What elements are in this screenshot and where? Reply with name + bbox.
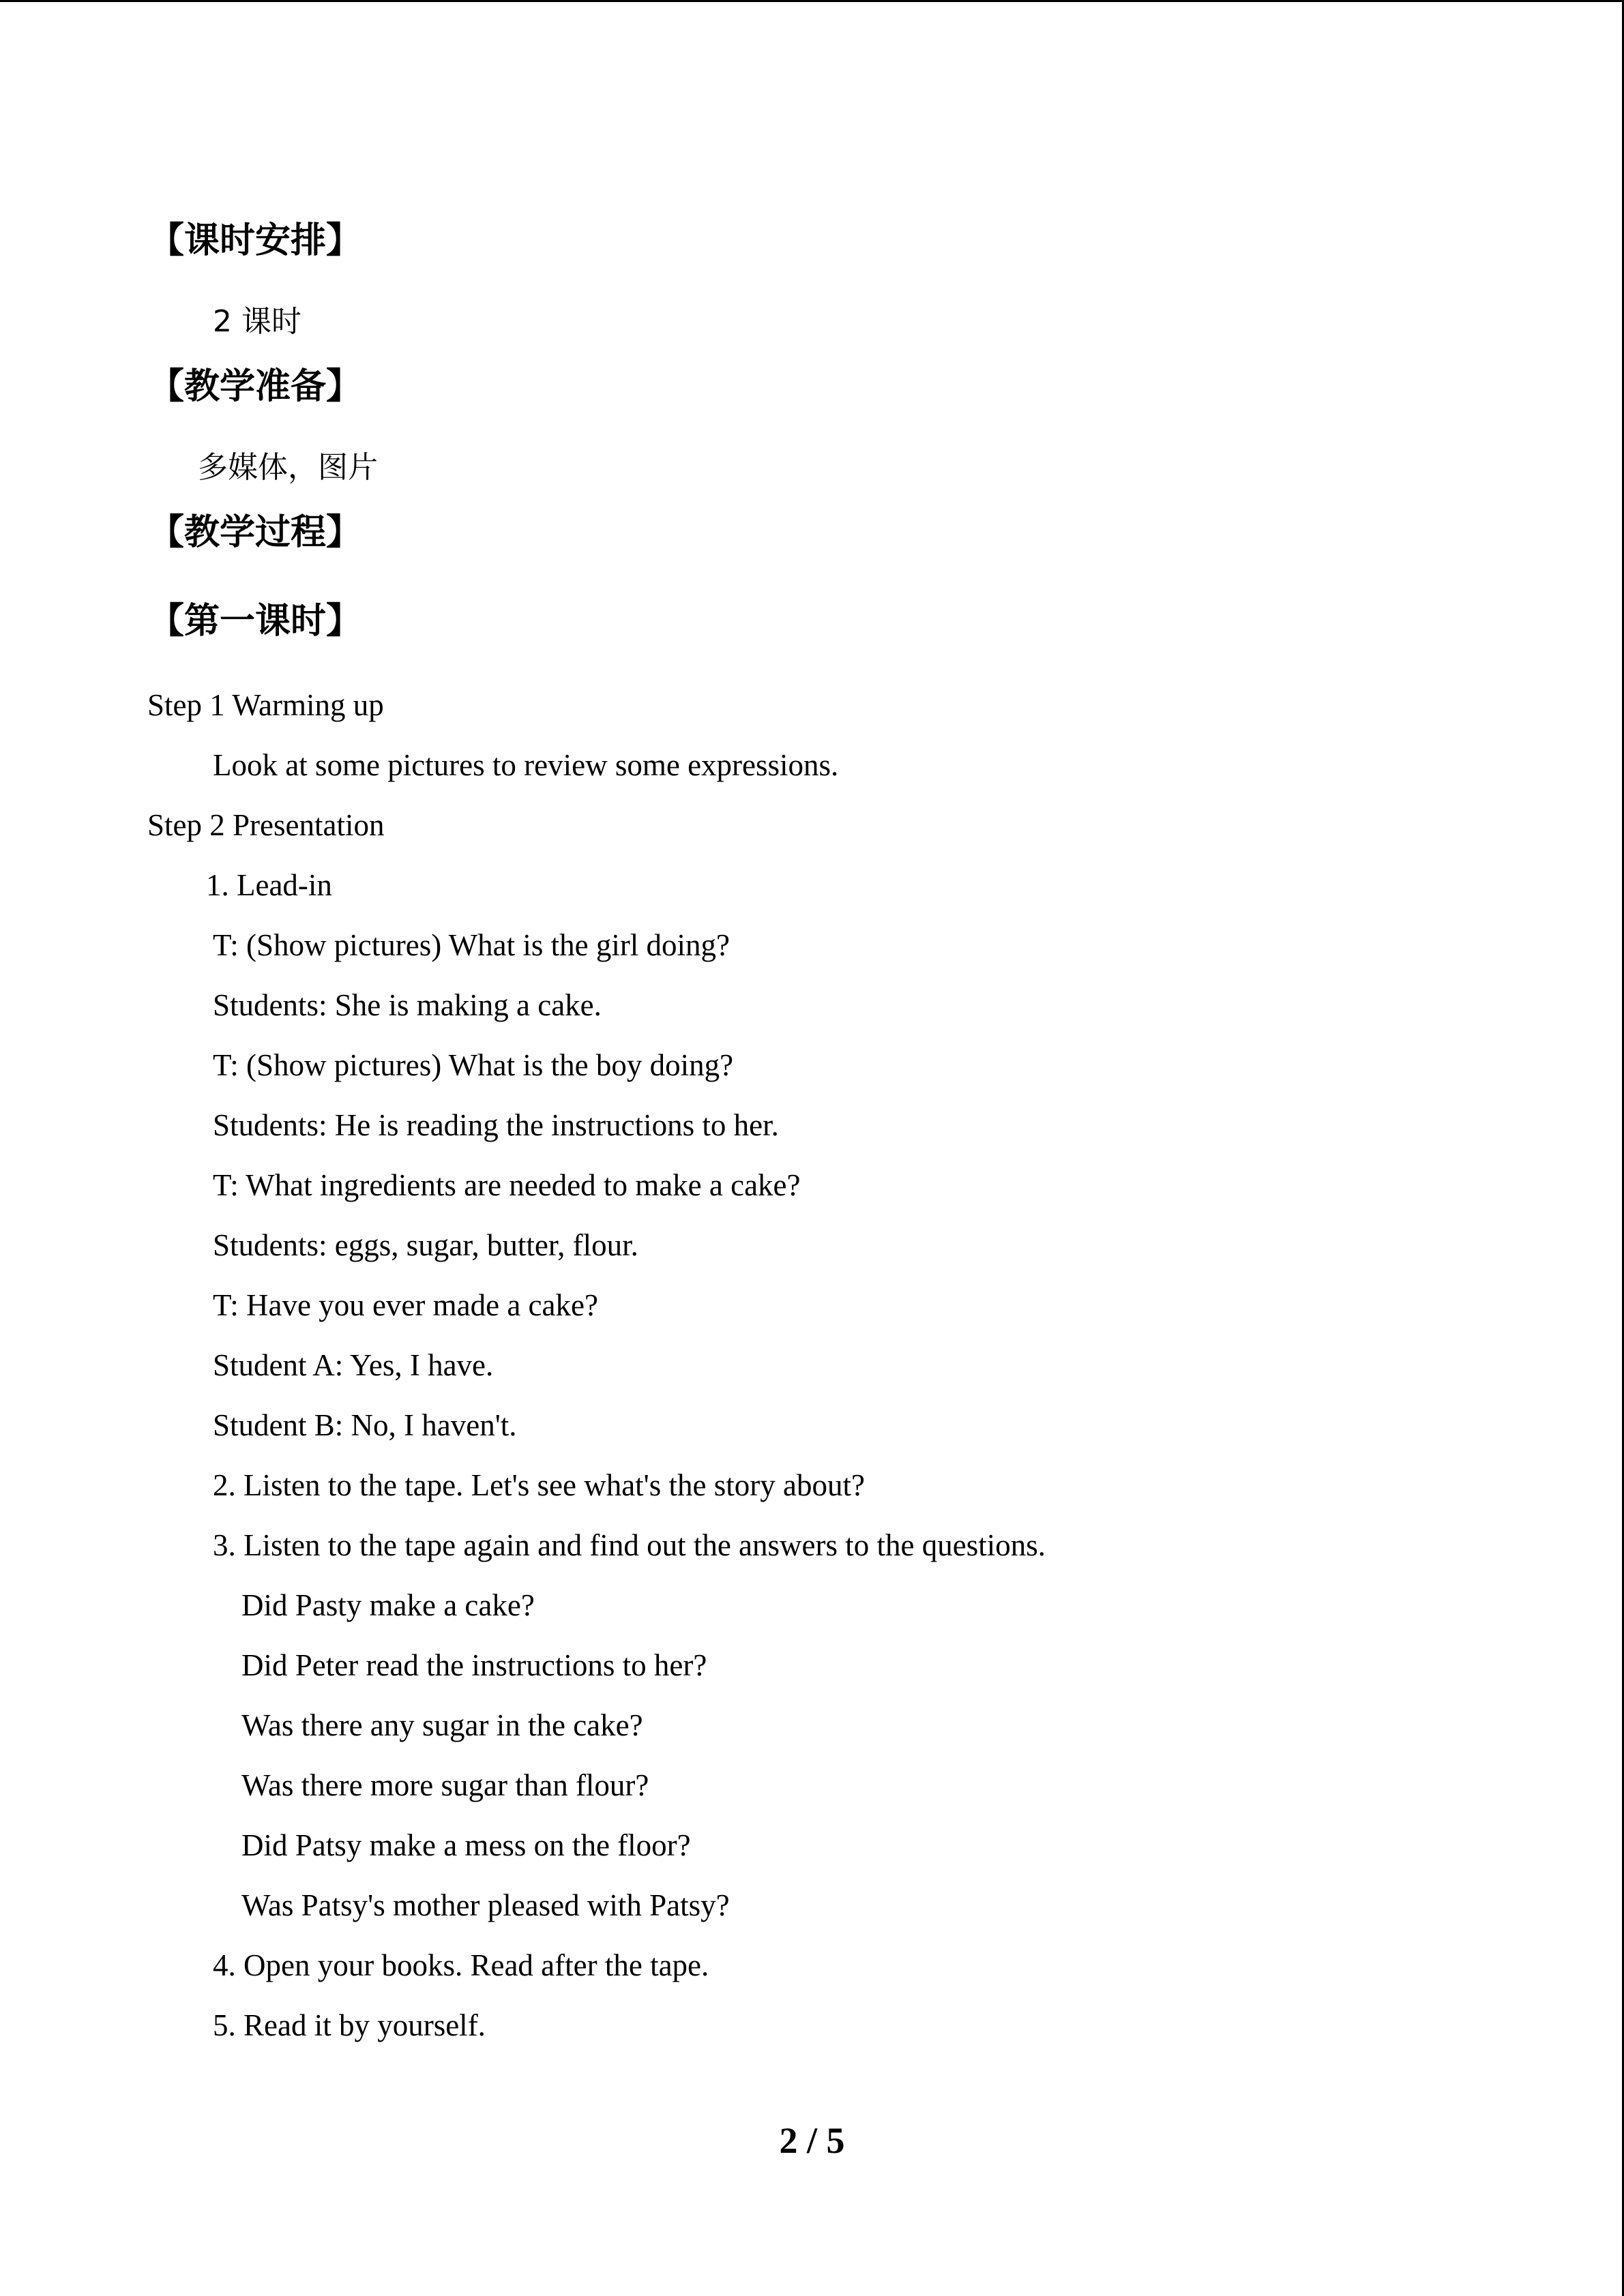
step2-title: Step 2 Presentation — [147, 808, 385, 842]
schedule-heading: 【课时安排】 — [149, 220, 362, 261]
question-line: Was Patsy's mother pleased with Patsy? — [241, 1888, 730, 1922]
dialogue-line: T: (Show pictures) What is the boy doing? — [213, 1048, 734, 1082]
prep-heading: 【教学准备】 — [149, 366, 362, 407]
step1-text: Look at some pictures to review some expressions. — [213, 748, 839, 782]
list-item: 2. Listen to the tape. Let's see what's the story about? — [213, 1468, 865, 1502]
leadin-item: 1. Lead-in — [206, 868, 332, 902]
schedule-text: 2 课时 — [213, 304, 301, 339]
question-line: Was there any sugar in the cake? — [241, 1708, 643, 1742]
question-line: Did Peter read the instructions to her? — [241, 1648, 707, 1682]
page-number: 2 / 5 — [779, 2120, 845, 2161]
lesson1-heading: 【第一课时】 — [149, 601, 362, 642]
dialogue-line: Students: He is reading the instructions to her. — [213, 1108, 779, 1142]
list-item: 4. Open your books. Read after the tape. — [213, 1948, 709, 1982]
dialogue-line: T: (Show pictures) What is the girl doing? — [213, 928, 730, 962]
list-item: 5. Read it by yourself. — [213, 2008, 486, 2042]
dialogue-line: T: What ingredients are needed to make a cake? — [213, 1168, 801, 1202]
dialogue-line: Students: She is making a cake. — [213, 988, 602, 1022]
dialogue-line: Students: eggs, sugar, butter, flour. — [213, 1228, 638, 1262]
step1-title: Step 1 Warming up — [147, 688, 384, 722]
process-heading: 【教学过程】 — [149, 512, 362, 553]
dialogue-line: T: Have you ever made a cake? — [213, 1288, 598, 1322]
dialogue-line: Student A: Yes, I have. — [213, 1348, 494, 1382]
question-line: Did Pasty make a cake? — [241, 1588, 535, 1622]
question-line: Did Patsy make a mess on the floor? — [241, 1828, 691, 1862]
list-item: 3. Listen to the tape again and find out the answers to the questions. — [213, 1528, 1046, 1562]
prep-text: 多媒体，图片 — [198, 450, 378, 485]
dialogue-line: Student B: No, I haven't. — [213, 1408, 517, 1442]
question-line: Was there more sugar than flour? — [241, 1768, 649, 1802]
